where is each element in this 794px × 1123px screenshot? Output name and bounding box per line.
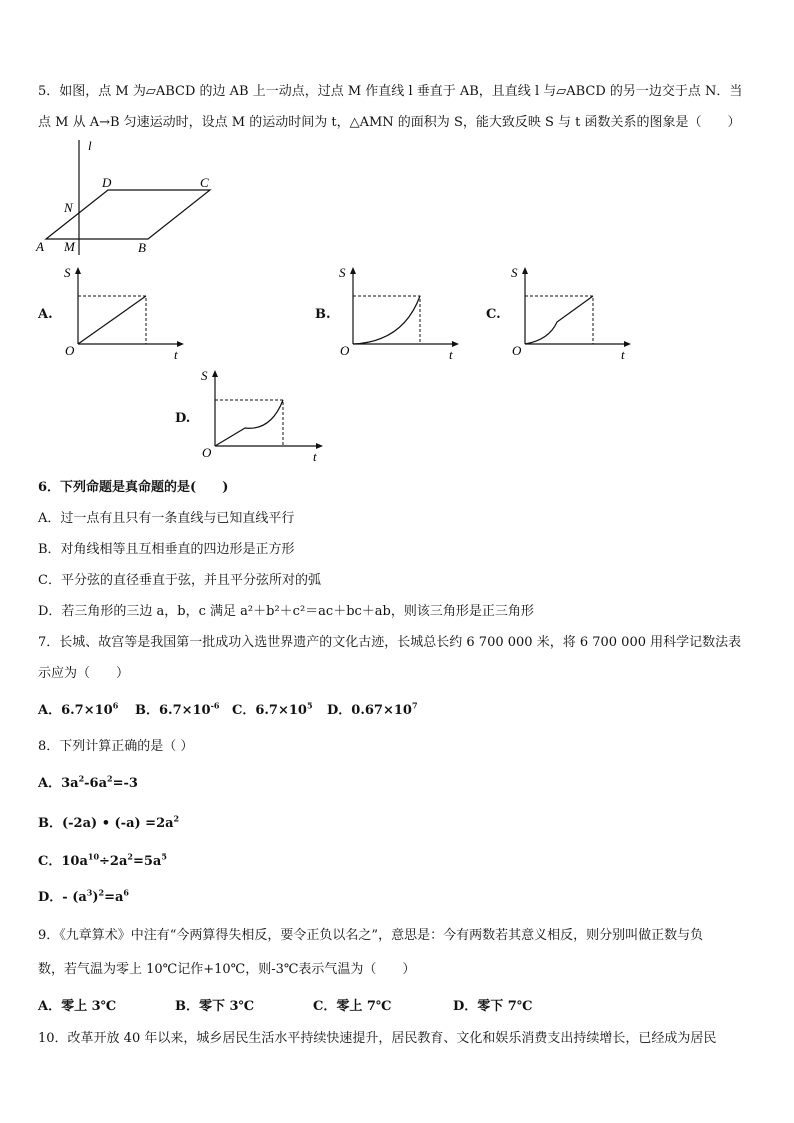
q5-graph-d[interactable] — [195, 365, 330, 465]
q7-stem-line1: 7．长城、故宫等是我国第一批成功入选世界遗产的文化古迹，长城总长约 6 700 000 米，将 6 700 000 用科学记数法表 — [38, 635, 742, 650]
q8-stem: 8．下列计算正确的是（ ） — [38, 739, 194, 754]
q9-option-c[interactable]: C．零上 7℃ — [313, 999, 392, 1014]
q10-stem-line1: 10．改革开放 40 年以来，城乡居民生活水平持续快速提升，居民教育、文化和娱乐消费支出持续增长，已经成为居民 — [38, 1031, 717, 1046]
q6-option-b[interactable]: B．对角线相等且互相垂直的四边形是正方形 — [38, 542, 295, 557]
q7-stem-line2: 示应为（ ） — [38, 666, 130, 681]
q6-stem: 6．下列命题是真命题的是( ) — [38, 480, 229, 495]
axis-s-label: S — [64, 265, 71, 280]
label-n: N — [64, 200, 73, 215]
q8-option-a[interactable]: A．$3a^2-6a^2=-3$ — [38, 773, 138, 791]
q8-option-b[interactable]: B．(-2a) • $(-a) =2a^2$ — [38, 813, 180, 831]
q5-graph-b[interactable] — [333, 262, 463, 362]
curve-b-convex — [353, 296, 420, 344]
label-a: A — [36, 239, 44, 254]
q8-option-c[interactable]: C．$10a^{10}\div 2a^2=5a^5$ — [38, 851, 167, 869]
q5-stem-line2: 点 M 从 A→B 匀速运动时，设点 M 的运动时间为 t，△AMN 的面积为 S，能大致反映 S 与 t 函数关系的图象是（ ） — [38, 115, 741, 130]
q5-graph-c[interactable] — [505, 262, 635, 362]
q9-stem-line2: 数，若气温为零上 10℃记作+10℃，则-3℃表示气温为（ ） — [38, 962, 416, 977]
q5-option-d-label[interactable]: D. — [175, 411, 191, 426]
q8-option-d[interactable]: D．- $(a^3)^2=a^6$ — [38, 887, 129, 905]
q5-graph-a[interactable] — [58, 262, 188, 362]
q5-parallelogram-figure — [30, 138, 230, 260]
q6-option-a[interactable]: A．过一点有且只有一条直线与已知直线平行 — [38, 511, 295, 526]
axis-t-label: t — [313, 449, 317, 464]
q5-option-b-label[interactable]: B. — [315, 307, 331, 322]
axis-s-label: S — [339, 265, 346, 280]
axis-s-label: S — [201, 368, 208, 383]
origin-label: O — [202, 445, 212, 460]
axis-t-label: t — [449, 347, 453, 362]
curve-c — [525, 296, 593, 344]
origin-label: O — [512, 343, 522, 358]
label-l: l — [88, 138, 92, 153]
curve-d — [215, 400, 283, 446]
q6-option-c[interactable]: C．平分弦的直径垂直于弦，并且平分弦所对的弧 — [38, 573, 321, 588]
q9-option-d[interactable]: D．零下 7℃ — [453, 999, 533, 1014]
origin-label: O — [340, 343, 350, 358]
origin-label: O — [65, 343, 75, 358]
q5-option-c-label[interactable]: C. — [486, 307, 501, 322]
q9-option-b[interactable]: B．零下 3℃ — [175, 999, 255, 1014]
label-d: D — [102, 175, 112, 190]
q7-option-a[interactable]: A．$6.7\times 10^6$ — [38, 700, 119, 718]
label-b: B — [138, 240, 146, 255]
label-m: M — [64, 239, 75, 254]
axis-t-label: t — [174, 347, 178, 362]
axis-s-label: S — [511, 265, 518, 280]
q6-option-d[interactable]: D．若三角形的三边 a，b，c 满足 a²＋b²＋c²＝ac＋bc＋ab，则该三角形是正三角形 — [38, 604, 534, 619]
q7-option-b[interactable]: B．$6.7\times 10^{-6}$ — [135, 700, 220, 718]
q9-option-a[interactable]: A．零上 3℃ — [38, 999, 117, 1014]
q7-option-d[interactable]: D．$0.67\times 10^7$ — [327, 700, 418, 718]
q7-option-c[interactable]: C．$6.7\times 10^5$ — [232, 700, 313, 718]
q5-stem-line1: 5．如图，点 M 为▱ABCD 的边 AB 上一动点，过点 M 作直线 l 垂直于 AB，且直线 l 与▱ABCD 的另一边交于点 N．当 — [38, 84, 743, 99]
label-c: C — [200, 175, 209, 190]
q9-stem-line1: 9．《九章算术》中注有“今两算得失相反，要令正负以名之”，意思是：今有两数若其意义相反，则分别叫做正数与负 — [38, 928, 704, 943]
axis-t-label: t — [621, 347, 625, 362]
curve-a-linear — [78, 296, 146, 344]
q5-option-a-label[interactable]: A. — [38, 307, 53, 322]
